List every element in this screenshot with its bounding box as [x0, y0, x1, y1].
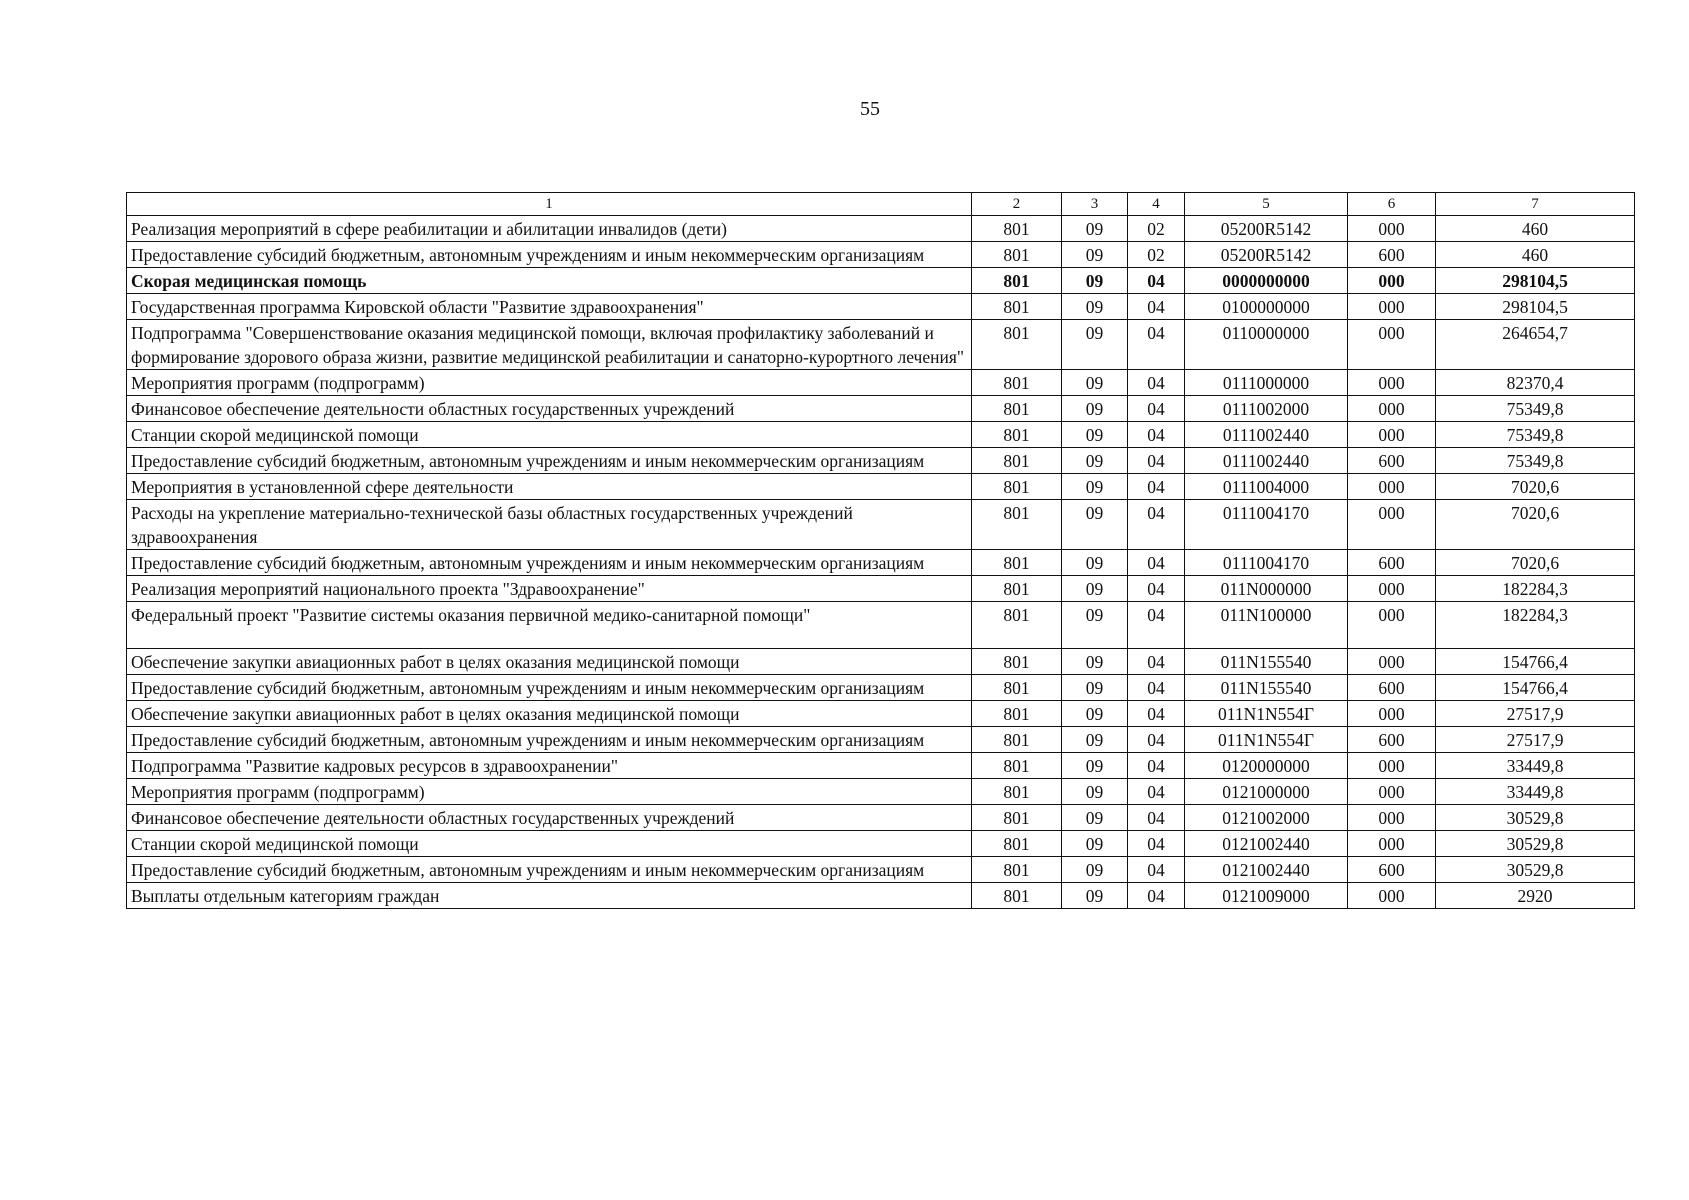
- cell-section: 09: [1062, 727, 1128, 753]
- table-row: [127, 857, 1635, 883]
- table-row: [127, 268, 1635, 294]
- cell-section: 09: [1062, 370, 1128, 396]
- cell-expense-type: 000: [1348, 268, 1436, 294]
- cell-subsection: 02: [1128, 216, 1185, 242]
- cell-target-article: 011N155540: [1185, 675, 1348, 701]
- row-name: Станции скорой медицинской помощи: [127, 831, 972, 857]
- cell-target-article: 0111002440: [1185, 448, 1348, 474]
- column-header-5: 5: [1185, 193, 1348, 216]
- cell-ministry-code: 801: [972, 649, 1062, 675]
- cell-expense-type: 600: [1348, 448, 1436, 474]
- table-row: [127, 753, 1635, 779]
- cell-amount: 75349,8: [1436, 448, 1635, 474]
- cell-target-article: 0111002000: [1185, 396, 1348, 422]
- cell-section: 09: [1062, 649, 1128, 675]
- cell-target-article: 011N1N554Г: [1185, 701, 1348, 727]
- table-row: [127, 602, 1635, 649]
- cell-amount: 33449,8: [1436, 779, 1635, 805]
- cell-amount: 264654,7: [1436, 320, 1635, 370]
- cell-section: 09: [1062, 779, 1128, 805]
- cell-subsection: 04: [1128, 727, 1185, 753]
- cell-ministry-code: 801: [972, 805, 1062, 831]
- cell-ministry-code: 801: [972, 779, 1062, 805]
- cell-expense-type: 000: [1348, 805, 1436, 831]
- cell-section: 09: [1062, 550, 1128, 576]
- column-header-6: 6: [1348, 193, 1436, 216]
- table-row: [127, 242, 1635, 268]
- cell-ministry-code: 801: [972, 883, 1062, 909]
- cell-amount: 460: [1436, 216, 1635, 242]
- cell-amount: 154766,4: [1436, 649, 1635, 675]
- cell-ministry-code: 801: [972, 831, 1062, 857]
- cell-section: 09: [1062, 883, 1128, 909]
- cell-expense-type: 000: [1348, 216, 1436, 242]
- cell-section: 09: [1062, 576, 1128, 602]
- cell-expense-type: 600: [1348, 857, 1436, 883]
- column-header-2: 2: [972, 193, 1062, 216]
- table-body: [127, 216, 1635, 909]
- cell-subsection: 04: [1128, 474, 1185, 500]
- cell-ministry-code: 801: [972, 448, 1062, 474]
- cell-amount: 30529,8: [1436, 831, 1635, 857]
- cell-amount: 182284,3: [1436, 602, 1635, 649]
- cell-expense-type: 000: [1348, 294, 1436, 320]
- table-row: [127, 831, 1635, 857]
- row-name: Мероприятия программ (подпрограмм): [127, 370, 972, 396]
- cell-expense-type: 000: [1348, 649, 1436, 675]
- table-row: [127, 701, 1635, 727]
- cell-expense-type: 000: [1348, 831, 1436, 857]
- cell-target-article: 05200R5142: [1185, 242, 1348, 268]
- cell-amount: 298104,5: [1436, 294, 1635, 320]
- row-name: Мероприятия в установленной сфере деятельности: [127, 474, 972, 500]
- cell-ministry-code: 801: [972, 500, 1062, 550]
- cell-ministry-code: 801: [972, 242, 1062, 268]
- table-row: [127, 422, 1635, 448]
- cell-amount: 7020,6: [1436, 474, 1635, 500]
- cell-amount: 7020,6: [1436, 500, 1635, 550]
- cell-amount: 33449,8: [1436, 753, 1635, 779]
- table-header-row: [127, 193, 1635, 216]
- cell-section: 09: [1062, 602, 1128, 649]
- cell-subsection: 04: [1128, 448, 1185, 474]
- row-name: Подпрограмма "Развитие кадровых ресурсов в здравоохранении": [127, 753, 972, 779]
- cell-section: 09: [1062, 448, 1128, 474]
- cell-target-article: 011N155540: [1185, 649, 1348, 675]
- cell-expense-type: 000: [1348, 753, 1436, 779]
- cell-expense-type: 000: [1348, 602, 1436, 649]
- cell-section: 09: [1062, 294, 1128, 320]
- row-name: Реализация мероприятий в сфере реабилитации и абилитации инвалидов (дети): [127, 216, 972, 242]
- table-row: [127, 805, 1635, 831]
- cell-subsection: 04: [1128, 857, 1185, 883]
- cell-subsection: 04: [1128, 294, 1185, 320]
- cell-target-article: 0121002440: [1185, 857, 1348, 883]
- cell-expense-type: 600: [1348, 550, 1436, 576]
- cell-target-article: 0111004170: [1185, 500, 1348, 550]
- row-name: Предоставление субсидий бюджетным, автономным учреждениям и иным некоммерческим организациям: [127, 675, 972, 701]
- table-row: [127, 675, 1635, 701]
- cell-subsection: 04: [1128, 576, 1185, 602]
- cell-section: 09: [1062, 831, 1128, 857]
- cell-subsection: 04: [1128, 883, 1185, 909]
- cell-section: 09: [1062, 396, 1128, 422]
- cell-expense-type: 600: [1348, 242, 1436, 268]
- cell-ministry-code: 801: [972, 320, 1062, 370]
- cell-target-article: 0121009000: [1185, 883, 1348, 909]
- cell-ministry-code: 801: [972, 753, 1062, 779]
- cell-section: 09: [1062, 242, 1128, 268]
- cell-target-article: 0000000000: [1185, 268, 1348, 294]
- cell-amount: 298104,5: [1436, 268, 1635, 294]
- row-name: Финансовое обеспечение деятельности областных государственных учреждений: [127, 396, 972, 422]
- cell-target-article: 0121000000: [1185, 779, 1348, 805]
- cell-target-article: 0111000000: [1185, 370, 1348, 396]
- cell-section: 09: [1062, 675, 1128, 701]
- cell-subsection: 04: [1128, 370, 1185, 396]
- cell-amount: 154766,4: [1436, 675, 1635, 701]
- cell-ministry-code: 801: [972, 216, 1062, 242]
- cell-expense-type: 000: [1348, 701, 1436, 727]
- cell-ministry-code: 801: [972, 396, 1062, 422]
- table-row: [127, 727, 1635, 753]
- row-name: Подпрограмма "Совершенствование оказания медицинской помощи, включая профилактику заболеваний и формирование здорового образа жизни, развитие медицинской реабилитации и санаторно-курортного лечения": [127, 320, 972, 370]
- cell-subsection: 04: [1128, 779, 1185, 805]
- cell-expense-type: 000: [1348, 576, 1436, 602]
- cell-expense-type: 000: [1348, 320, 1436, 370]
- cell-ministry-code: 801: [972, 550, 1062, 576]
- row-name: Предоставление субсидий бюджетным, автономным учреждениям и иным некоммерческим организациям: [127, 242, 972, 268]
- column-header-3: 3: [1062, 193, 1128, 216]
- row-name: Предоставление субсидий бюджетным, автономным учреждениям и иным некоммерческим организациям: [127, 727, 972, 753]
- cell-target-article: 011N100000: [1185, 602, 1348, 649]
- cell-subsection: 04: [1128, 831, 1185, 857]
- cell-subsection: 04: [1128, 422, 1185, 448]
- cell-expense-type: 600: [1348, 675, 1436, 701]
- cell-ministry-code: 801: [972, 268, 1062, 294]
- cell-subsection: 04: [1128, 701, 1185, 727]
- cell-target-article: 0111002440: [1185, 422, 1348, 448]
- cell-amount: 30529,8: [1436, 857, 1635, 883]
- column-header-7: 7: [1436, 193, 1635, 216]
- row-name: Скорая медицинская помощь: [127, 268, 972, 294]
- cell-ministry-code: 801: [972, 576, 1062, 602]
- cell-expense-type: 000: [1348, 500, 1436, 550]
- cell-expense-type: 000: [1348, 883, 1436, 909]
- row-name: Мероприятия программ (подпрограмм): [127, 779, 972, 805]
- table-row: [127, 294, 1635, 320]
- cell-amount: 7020,6: [1436, 550, 1635, 576]
- cell-section: 09: [1062, 268, 1128, 294]
- cell-expense-type: 000: [1348, 779, 1436, 805]
- cell-target-article: 05200R5142: [1185, 216, 1348, 242]
- cell-subsection: 04: [1128, 320, 1185, 370]
- table-row: [127, 779, 1635, 805]
- table-row: [127, 649, 1635, 675]
- row-name: Государственная программа Кировской области "Развитие здравоохранения": [127, 294, 972, 320]
- cell-subsection: 02: [1128, 242, 1185, 268]
- cell-target-article: 011N1N554Г: [1185, 727, 1348, 753]
- cell-subsection: 04: [1128, 649, 1185, 675]
- row-name: Предоставление субсидий бюджетным, автономным учреждениям и иным некоммерческим организациям: [127, 448, 972, 474]
- cell-ministry-code: 801: [972, 857, 1062, 883]
- cell-section: 09: [1062, 216, 1128, 242]
- cell-amount: 460: [1436, 242, 1635, 268]
- column-header-1: 1: [127, 193, 972, 216]
- cell-expense-type: 000: [1348, 474, 1436, 500]
- cell-subsection: 04: [1128, 602, 1185, 649]
- cell-section: 09: [1062, 805, 1128, 831]
- cell-ministry-code: 801: [972, 727, 1062, 753]
- row-name: Предоставление субсидий бюджетным, автономным учреждениям и иным некоммерческим организациям: [127, 550, 972, 576]
- cell-target-article: 0100000000: [1185, 294, 1348, 320]
- page-number: 55: [860, 98, 880, 120]
- row-name: Финансовое обеспечение деятельности областных государственных учреждений: [127, 805, 972, 831]
- cell-section: 09: [1062, 320, 1128, 370]
- cell-ministry-code: 801: [972, 422, 1062, 448]
- cell-ministry-code: 801: [972, 701, 1062, 727]
- table-row: [127, 216, 1635, 242]
- cell-amount: 27517,9: [1436, 701, 1635, 727]
- row-name: Расходы на укрепление материально-технической базы областных государственных учреждений здравоохранения: [127, 500, 972, 550]
- cell-ministry-code: 801: [972, 474, 1062, 500]
- cell-subsection: 04: [1128, 396, 1185, 422]
- row-name: Выплаты отдельным категориям граждан: [127, 883, 972, 909]
- cell-section: 09: [1062, 474, 1128, 500]
- table-row: [127, 883, 1635, 909]
- cell-target-article: 011N000000: [1185, 576, 1348, 602]
- cell-expense-type: 000: [1348, 396, 1436, 422]
- table-row: [127, 320, 1635, 370]
- table-row: [127, 500, 1635, 550]
- cell-subsection: 04: [1128, 805, 1185, 831]
- cell-target-article: 0120000000: [1185, 753, 1348, 779]
- cell-target-article: 0111004170: [1185, 550, 1348, 576]
- cell-amount: 75349,8: [1436, 422, 1635, 448]
- cell-section: 09: [1062, 500, 1128, 550]
- cell-ministry-code: 801: [972, 602, 1062, 649]
- cell-target-article: 0110000000: [1185, 320, 1348, 370]
- cell-amount: 27517,9: [1436, 727, 1635, 753]
- row-name: Предоставление субсидий бюджетным, автономным учреждениям и иным некоммерческим организациям: [127, 857, 972, 883]
- cell-amount: 75349,8: [1436, 396, 1635, 422]
- table-row: [127, 448, 1635, 474]
- cell-ministry-code: 801: [972, 675, 1062, 701]
- column-header-4: 4: [1128, 193, 1185, 216]
- cell-ministry-code: 801: [972, 370, 1062, 396]
- cell-section: 09: [1062, 857, 1128, 883]
- cell-amount: 82370,4: [1436, 370, 1635, 396]
- cell-subsection: 04: [1128, 500, 1185, 550]
- cell-expense-type: 000: [1348, 422, 1436, 448]
- cell-subsection: 04: [1128, 550, 1185, 576]
- cell-section: 09: [1062, 753, 1128, 779]
- budget-table: [126, 192, 1635, 909]
- cell-expense-type: 000: [1348, 370, 1436, 396]
- cell-subsection: 04: [1128, 268, 1185, 294]
- cell-section: 09: [1062, 701, 1128, 727]
- cell-ministry-code: 801: [972, 294, 1062, 320]
- cell-section: 09: [1062, 422, 1128, 448]
- table-row: [127, 576, 1635, 602]
- cell-subsection: 04: [1128, 675, 1185, 701]
- row-name: Обеспечение закупки авиационных работ в целях оказания медицинской помощи: [127, 649, 972, 675]
- cell-subsection: 04: [1128, 753, 1185, 779]
- cell-target-article: 0121002000: [1185, 805, 1348, 831]
- cell-amount: 2920: [1436, 883, 1635, 909]
- table-row: [127, 396, 1635, 422]
- table-row: [127, 370, 1635, 396]
- row-name: Станции скорой медицинской помощи: [127, 422, 972, 448]
- cell-amount: 182284,3: [1436, 576, 1635, 602]
- cell-expense-type: 600: [1348, 727, 1436, 753]
- table-row: [127, 474, 1635, 500]
- table-row: [127, 550, 1635, 576]
- cell-target-article: 0111004000: [1185, 474, 1348, 500]
- row-name: Обеспечение закупки авиационных работ в целях оказания медицинской помощи: [127, 701, 972, 727]
- cell-amount: 30529,8: [1436, 805, 1635, 831]
- row-name: Федеральный проект "Развитие системы оказания первичной медико-санитарной помощи": [127, 602, 972, 649]
- cell-target-article: 0121002440: [1185, 831, 1348, 857]
- row-name: Реализация мероприятий национального проекта "Здравоохранение": [127, 576, 972, 602]
